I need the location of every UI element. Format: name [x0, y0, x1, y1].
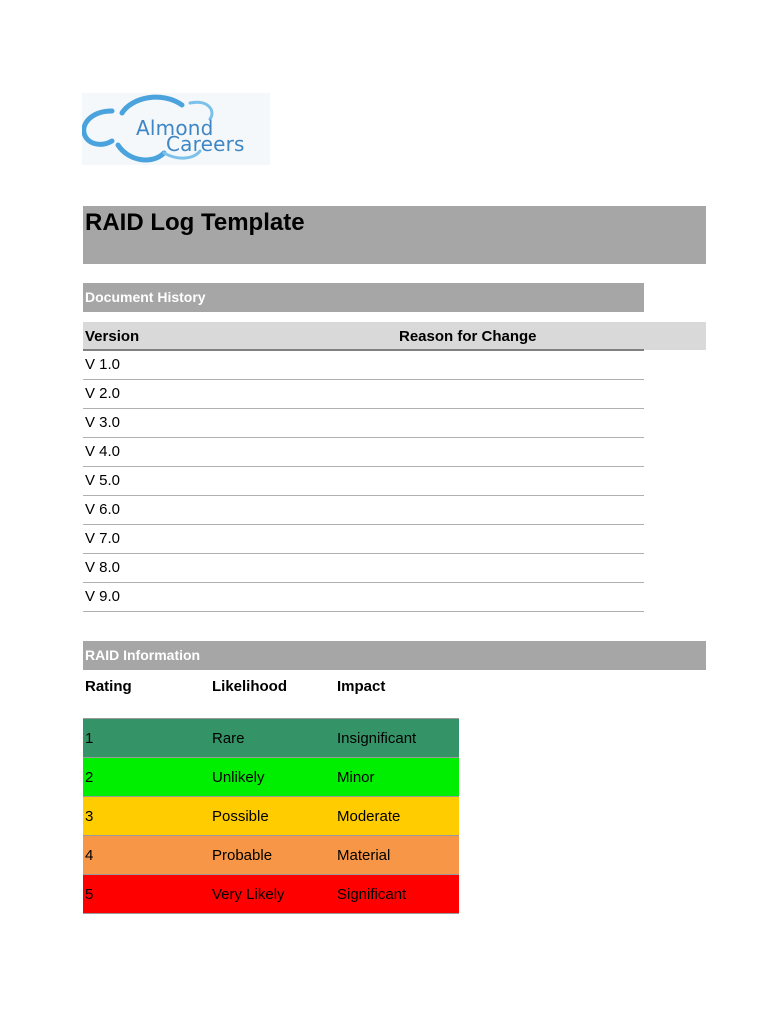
impact-value: Significant: [337, 886, 407, 903]
logo-text-almond: Almond: [136, 116, 214, 140]
table-row: V 5.0: [83, 467, 644, 496]
company-logo: [82, 93, 270, 165]
impact-value: Material: [337, 847, 391, 864]
table-row: V 1.0: [83, 351, 644, 380]
table-row: V 6.0: [83, 496, 644, 525]
column-version: Version: [85, 328, 140, 345]
rating-row-5: [83, 875, 459, 914]
rating-value: 4: [85, 847, 94, 864]
rating-row-2: [83, 758, 459, 797]
raid-information-heading: RAID Information: [83, 641, 706, 670]
page-title: RAID Log Template: [85, 209, 305, 236]
likelihood-value: Rare: [212, 730, 245, 747]
impact-value: Insignificant: [337, 730, 417, 747]
rating-table: [83, 718, 459, 914]
rating-value: 5: [85, 886, 94, 903]
likelihood-value: Possible: [212, 808, 269, 825]
rating-value: 2: [85, 769, 94, 786]
table-row: V 4.0: [83, 438, 644, 467]
column-likelihood: Likelihood: [212, 678, 287, 695]
rating-value: 1: [85, 730, 94, 747]
table-row: V 9.0: [83, 583, 644, 612]
history-table-header: [83, 322, 706, 350]
table-row: V 7.0: [83, 525, 644, 554]
table-row: V 3.0: [83, 409, 644, 438]
rating-row-1: [83, 718, 459, 758]
rating-row-3: [83, 797, 459, 836]
likelihood-value: Very Likely: [212, 886, 285, 903]
document-history-heading: Document History: [83, 283, 644, 312]
rating-row-4: [83, 836, 459, 875]
column-impact: Impact: [337, 678, 386, 695]
impact-value: Minor: [337, 769, 375, 786]
rating-value: 3: [85, 808, 94, 825]
likelihood-value: Probable: [212, 847, 273, 864]
title-band: [83, 206, 706, 264]
column-rating: Rating: [85, 678, 132, 695]
logo-text-careers: Careers: [166, 132, 245, 156]
impact-value: Moderate: [337, 808, 401, 825]
raid-table-header: [83, 678, 463, 702]
likelihood-value: Unlikely: [212, 769, 265, 786]
table-row: V 2.0: [83, 380, 644, 409]
table-row: V 8.0: [83, 554, 644, 583]
history-table: [83, 351, 644, 612]
column-reason: Reason for Change: [399, 328, 537, 345]
